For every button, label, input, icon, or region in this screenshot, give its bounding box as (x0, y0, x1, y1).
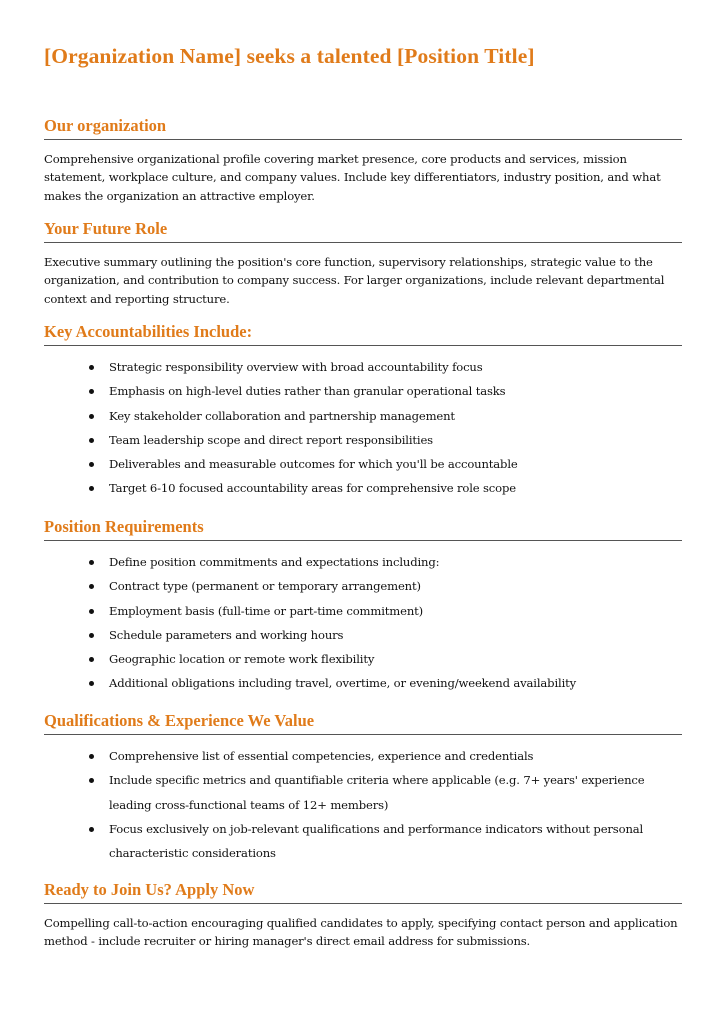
bullet-icon (89, 657, 94, 662)
list-item: Team leadership scope and direct report responsibilities (44, 428, 682, 452)
section-paragraph: Compelling call-to-action encouraging qualified candidates to apply, specifying contact person and application method - include recruiter or hiring manager's direct email address for submissions. (44, 916, 678, 949)
list-item: Deliverables and measurable outcomes for which you'll be accountable (44, 452, 682, 476)
list-item: Comprehensive list of essential competencies, experience and credentials (44, 744, 682, 768)
list-item: Key stakeholder collaboration and partnership management (44, 404, 682, 428)
bullet-icon (89, 778, 94, 783)
bullet-icon (89, 681, 94, 686)
requirements-list (44, 550, 682, 696)
page-title: [Organization Name] seeks a talented [Position Title] (44, 44, 535, 68)
list-item: Schedule parameters and working hours (44, 623, 682, 647)
list-item: Target 6-10 focused accountability areas for comprehensive role scope (44, 476, 682, 500)
list-item: Strategic responsibility overview with broad accountability focus (44, 355, 682, 379)
section-heading: Ready to Join Us? Apply Now (44, 880, 682, 904)
bullet-icon (89, 584, 94, 589)
section-our-organization (44, 116, 682, 205)
bullet-icon (89, 414, 94, 419)
section-heading: Our organization (44, 116, 682, 140)
section-apply-now (44, 880, 682, 951)
bullet-icon (89, 633, 94, 638)
list-item: Employment basis (full-time or part-time commitment) (44, 599, 682, 623)
list-item: Emphasis on high-level duties rather than granular operational tasks (44, 379, 682, 403)
bullet-icon (89, 389, 94, 394)
bullet-icon (89, 560, 94, 565)
bullet-icon (89, 827, 94, 832)
section-heading: Your Future Role (44, 219, 682, 243)
bullet-icon (89, 365, 94, 370)
section-future-role (44, 219, 682, 308)
bullet-icon (89, 609, 94, 614)
accountabilities-list (44, 355, 682, 501)
section-qualifications (44, 711, 682, 865)
section-heading: Position Requirements (44, 517, 682, 541)
list-item: Additional obligations including travel, overtime, or evening/weekend availability (44, 671, 682, 695)
section-paragraph: Comprehensive organizational profile covering market presence, core products and services, mission statement, workplace culture, and company values. Include key differentiators, industry position, and what makes the organization an attractive employer. (44, 152, 661, 203)
bullet-icon (89, 486, 94, 491)
section-heading: Key Accountabilities Include: (44, 322, 682, 346)
list-item: Focus exclusively on job-relevant qualifications and performance indicators without personal characteristic considerations (44, 817, 682, 866)
qualifications-list (44, 744, 682, 865)
bullet-icon (89, 438, 94, 443)
section-heading: Qualifications & Experience We Value (44, 711, 682, 735)
list-item: Contract type (permanent or temporary arrangement) (44, 574, 682, 598)
section-paragraph: Executive summary outlining the position's core function, supervisory relationships, strategic value to the organization, and contribution to company success. For larger organizations, include relevant departmental context and reporting structure. (44, 255, 665, 306)
bullet-icon (89, 754, 94, 759)
list-item: Geographic location or remote work flexibility (44, 647, 682, 671)
section-key-accountabilities (44, 322, 682, 501)
section-position-requirements (44, 517, 682, 696)
list-item: Define position commitments and expectations including: (44, 550, 682, 574)
list-item: Include specific metrics and quantifiable criteria where applicable (e.g. 7+ years' experience leading cross-functional teams of 12+ members) (44, 768, 682, 817)
bullet-icon (89, 462, 94, 467)
